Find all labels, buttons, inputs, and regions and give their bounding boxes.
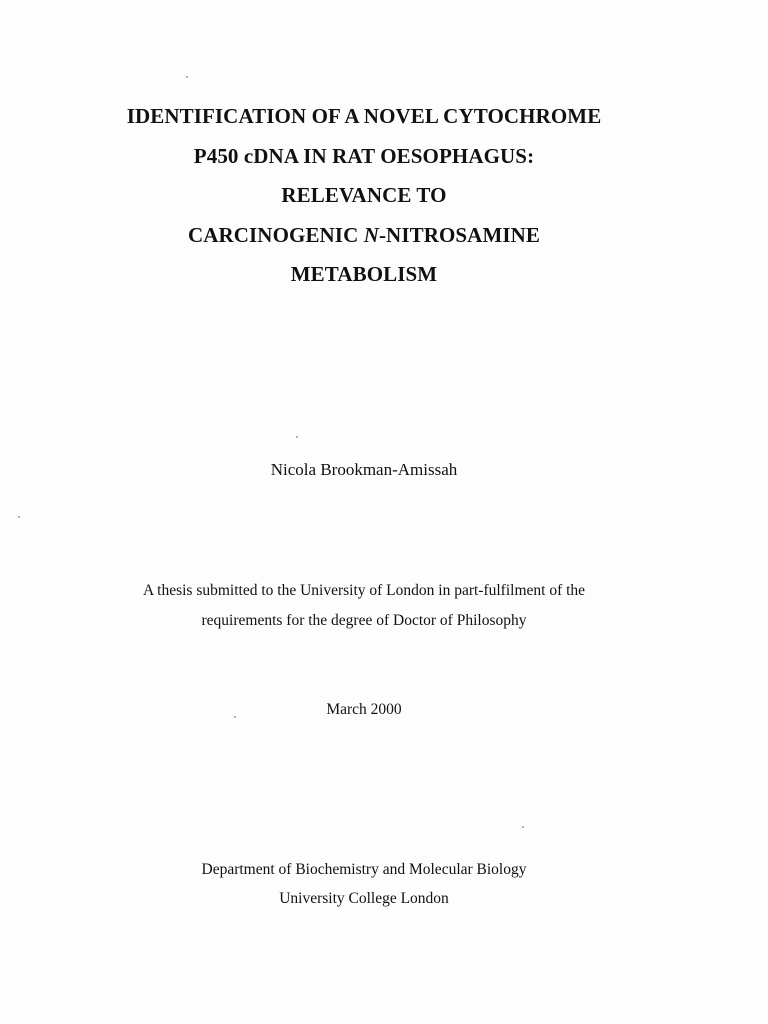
title-line-4 [0,216,728,256]
title-line-4-prefix: CARCINOGENIC [187,222,364,247]
scan-speck [186,76,188,78]
scan-speck [18,516,20,518]
title-italic-n: N [363,222,379,247]
affiliation [0,855,728,913]
scan-speck [296,436,298,438]
thesis-title [0,97,728,295]
degree-statement-line-1: A thesis submitted to the University of London in part-fulfilment of the [142,582,586,599]
department-name: Department of Biochemistry and Molecular Biology [201,861,527,878]
degree-statement [0,576,728,636]
scan-speck [522,826,524,828]
title-line-5: METABOLISM [290,262,438,286]
title-line-2: P450 cDNA IN RAT OESOPHAGUS: [193,143,535,168]
degree-statement-line-2: requirements for the degree of Doctor of Philosophy [201,612,527,629]
title-line-1: IDENTIFICATION OF A NOVEL CYTOCHROME [126,104,602,128]
scan-speck [234,716,236,718]
author-name: Nicola Brookman-Amissah [270,460,458,479]
title-line-3: RELEVANCE TO [281,183,447,207]
title-line-4-suffix: -NITROSAMINE [378,222,541,247]
institution-name: University College London [279,890,449,907]
submission-date: March 2000 [326,701,402,718]
